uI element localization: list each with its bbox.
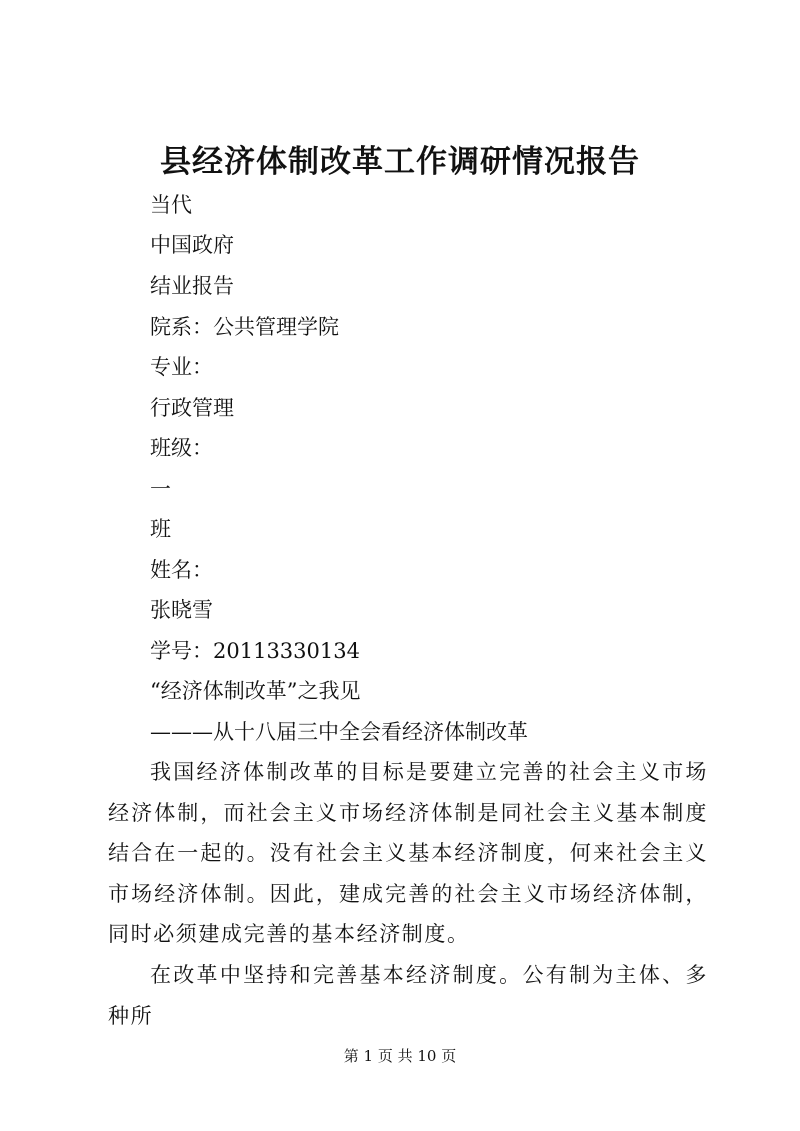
text-line-class-ban: 班 [150,517,171,541]
text-line-essay-title: “经济体制改革”之我见 [150,679,361,703]
text-line-student-id: 学号：20113330134 [150,639,360,663]
text-line-class-label: 班级： [150,436,213,460]
document-title: 县经济体制改革工作调研情况报告 [160,144,640,180]
text-line-name-value: 张晓雪 [150,598,213,622]
text-line-major-label: 专业： [150,355,213,379]
text-line-dangdai: 当代 [150,193,192,217]
text-line-zhongguo-zhengfu: 中国政府 [150,233,234,257]
text-line-jieye-baogao: 结业报告 [150,274,234,298]
text-line-major-value: 行政管理 [150,396,234,420]
page-footer: 第 1 页 共 10 页 [343,1047,457,1065]
text-line-essay-subtitle: ———从十八届三中全会看经济体制改革 [150,720,528,744]
body-paragraph-1: 我国经济体制改革的目标是要建立完善的社会主义市场经济体制，而社会主义市场经济体制是同社会主义基本制度结合在一起的。没有社会主义基本经济制度，何来社会主义市场经济体制。因此，建成完善的社会主义市场经济体制，同时必须建成完善的基本经济制度。 [108,760,708,946]
body-paragraph-2: 在改革中坚持和完善基本经济制度。公有制为主体、多种所 [108,963,708,1028]
text-line-department: 院系：公共管理学院 [150,315,339,339]
text-line-class-number: 一 [150,477,171,501]
text-line-name-label: 姓名： [150,558,213,582]
